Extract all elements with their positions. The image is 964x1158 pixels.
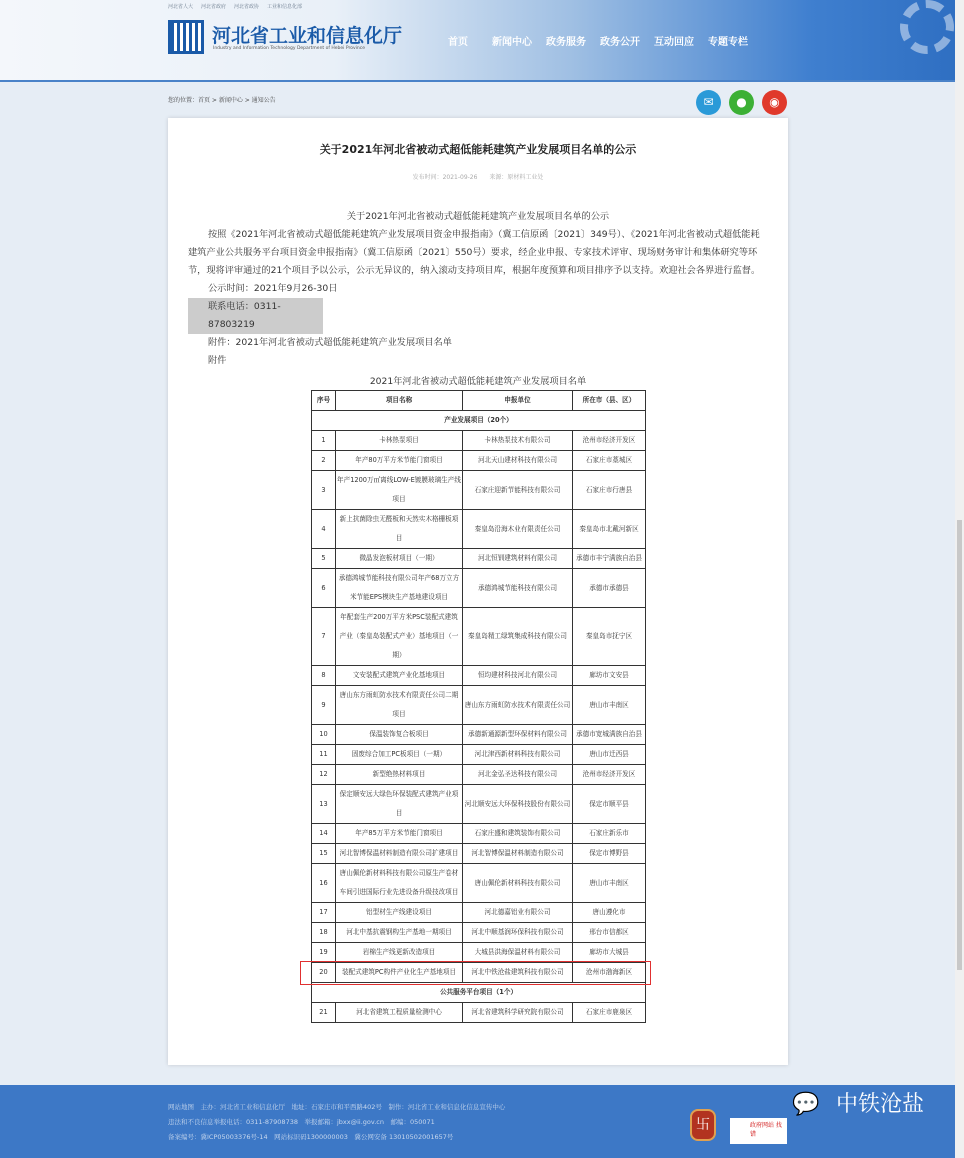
table-cell: 新上抗菌除虫无醛板和天然实木格栅板项目 xyxy=(336,510,463,549)
table-cell: 微晶发泡板材项目（一期） xyxy=(336,549,463,569)
table-cell: 秦皇岛精工绿筑集成科技有限公司 xyxy=(463,608,573,666)
project-table xyxy=(311,390,646,1023)
table-row xyxy=(312,785,646,824)
table-cell: 年产1200万㎡离线LOW-E镀膜玻璃生产线项目 xyxy=(336,471,463,510)
footer-line: 备案编号：冀ICP05003376号-14 网站标识码1300000003 冀公网安备 13010502001657号 xyxy=(168,1133,454,1141)
nav-home[interactable]: 首页 xyxy=(448,37,468,48)
table-cell: 保温装饰复合板项目 xyxy=(336,725,463,745)
table-cell: 15 xyxy=(312,844,336,864)
top-link[interactable]: 河北省政府 xyxy=(201,4,227,10)
table-cell: 秦皇岛市北戴河新区 xyxy=(573,510,646,549)
nav-services[interactable]: 政务服务 xyxy=(546,37,586,48)
table-cell: 保定顺安远大绿色环保装配式建筑产业项目 xyxy=(336,785,463,824)
table-row xyxy=(312,510,646,549)
attachment-line: 附件：2021年河北省被动式超低能耗建筑产业发展项目名单 xyxy=(208,337,452,348)
breadcrumb[interactable]: 您的位置：首页 > 新闻中心 > 通知公告 xyxy=(168,97,276,104)
nav-special[interactable]: 专题专栏 xyxy=(708,37,748,48)
logo-icon[interactable] xyxy=(168,20,204,54)
main-nav xyxy=(448,33,908,48)
table-cell: 沧州市渤海新区 xyxy=(573,963,646,983)
table-cell: 河北中顺基润环保科技有限公司 xyxy=(463,923,573,943)
col-header: 序号 xyxy=(312,391,336,411)
table-cell: 廊坊市大城县 xyxy=(573,943,646,963)
table-cell: 唐山佩伦新材料科技有限公司原生产卷材车间引进国际行业先进设备升级技改项目 xyxy=(336,864,463,903)
table-cell: 3 xyxy=(312,471,336,510)
scrollbar[interactable] xyxy=(955,0,964,1158)
site-name-en: Industry and Information Technology Department of Hebei Province xyxy=(213,46,365,51)
section-label: 产业发展项目（20个） xyxy=(312,411,646,431)
table-row xyxy=(312,451,646,471)
table-cell: 沧州市经济开发区 xyxy=(573,431,646,451)
table-cell: 沧州市经济开发区 xyxy=(573,765,646,785)
table-cell: 9 xyxy=(312,686,336,725)
table-cell: 石家庄迎新节能科技有限公司 xyxy=(463,471,573,510)
table-row xyxy=(312,1003,646,1023)
table-row xyxy=(312,864,646,903)
footer-line: 违法和不良信息举报电话：0311-87908738 举报邮箱：jbxx@ii.gov.cn 邮编：050071 xyxy=(168,1118,435,1126)
table-cell: 7 xyxy=(312,608,336,666)
nav-public[interactable]: 政务公开 xyxy=(600,37,640,48)
table-cell: 1 xyxy=(312,431,336,451)
table-row xyxy=(312,569,646,608)
table-cell: 5 xyxy=(312,549,336,569)
table-row xyxy=(312,765,646,785)
nav-news[interactable]: 新闻中心 xyxy=(492,37,532,48)
table-cell: 承德市丰宁满族自治县 xyxy=(573,549,646,569)
section-row xyxy=(312,983,646,1003)
table-cell: 17 xyxy=(312,903,336,923)
table-row xyxy=(312,431,646,451)
table-cell: 铝型材生产线建设项目 xyxy=(336,903,463,923)
article-body xyxy=(188,208,768,370)
table-cell: 邢台市信都区 xyxy=(573,923,646,943)
table-cell: 11 xyxy=(312,745,336,765)
table-cell: 12 xyxy=(312,765,336,785)
table-cell: 承德鸿城节能科技有限公司 xyxy=(463,569,573,608)
table-cell: 唐山市丰南区 xyxy=(573,864,646,903)
table-cell: 唐山市迁西县 xyxy=(573,745,646,765)
table-row xyxy=(312,666,646,686)
article-subtitle: 关于2021年河北省被动式超低能耗建筑产业发展项目名单的公示 xyxy=(346,211,610,222)
table-cell: 16 xyxy=(312,864,336,903)
table-row xyxy=(312,943,646,963)
top-link[interactable]: 河北省人大 xyxy=(168,4,194,10)
table-row xyxy=(312,725,646,745)
table-cell: 保定市博野县 xyxy=(573,844,646,864)
section-label: 公共服务平台项目（1个） xyxy=(312,983,646,1003)
table-row xyxy=(312,471,646,510)
table-cell: 年配套生产200万平方米PSC装配式建筑产业（秦皇岛装配式产业）基地项目（一期） xyxy=(336,608,463,666)
table-cell: 18 xyxy=(312,923,336,943)
table-cell: 21 xyxy=(312,1003,336,1023)
table-cell: 河北省建筑工程质量检测中心 xyxy=(336,1003,463,1023)
table-cell: 河北天山建材科技有限公司 xyxy=(463,451,573,471)
table-cell: 唐山佩伦新材料科技有限公司 xyxy=(463,864,573,903)
table-cell: 河北顺安远大环保科技股份有限公司 xyxy=(463,785,573,824)
table-cell: 装配式建筑PC构件产业化生产基地项目 xyxy=(336,963,463,983)
top-link[interactable]: 河北省政协 xyxy=(234,4,260,10)
table-cell: 河北智博保温材料制造有限公司扩建项目 xyxy=(336,844,463,864)
nav-interact[interactable]: 互动回应 xyxy=(654,37,694,48)
table-cell: 河北省建筑科学研究院有限公司 xyxy=(463,1003,573,1023)
table-row xyxy=(312,745,646,765)
article-card xyxy=(168,118,788,1065)
gov-site-error-badge[interactable]: 政府网站 找错 xyxy=(730,1118,787,1144)
table-cell: 19 xyxy=(312,943,336,963)
table-cell: 岩棉生产线更新改造项目 xyxy=(336,943,463,963)
table-cell: 唐山市丰南区 xyxy=(573,686,646,725)
table-cell: 秦皇岛沿海木业有限责任公司 xyxy=(463,510,573,549)
table-cell: 石家庄新乐市 xyxy=(573,824,646,844)
table-cell: 固废综合加工PC板项目（一期） xyxy=(336,745,463,765)
table-cell: 10 xyxy=(312,725,336,745)
table-cell: 承德市承德县 xyxy=(573,569,646,608)
table-cell: 石家庄市鹿泉区 xyxy=(573,1003,646,1023)
article-paragraph: 按照《2021年河北省被动式超低能耗建筑产业发展项目资金申报指南》（冀工信原函〔2021〕349号）、《2021年河北省被动式超低能耗建筑产业公共服务平台项目资金申报指南》（冀工信原函〔2021〕550号）要求，经企业申报、专家技术评审、现场财务审计和集体研究等环节，现将评审通过的21个项目予以公示，公示无异议的，纳入滚动支持项目库，根据年度预算和项目排序予以支持。欢迎社会各界进行监督。 xyxy=(188,229,761,276)
table-row xyxy=(312,824,646,844)
top-links xyxy=(168,3,468,10)
scrollbar-thumb[interactable] xyxy=(957,520,962,970)
table-cell: 文安装配式建筑产业化基地项目 xyxy=(336,666,463,686)
wechat-share-button[interactable]: ● xyxy=(729,90,754,115)
party-badge-icon[interactable]: 卐 xyxy=(690,1109,716,1141)
highlight-box xyxy=(300,961,651,985)
table-cell: 唐山遵化市 xyxy=(573,903,646,923)
table-cell: 河北津西新材料科技有限公司 xyxy=(463,745,573,765)
attachment-label: 附件 xyxy=(208,355,227,366)
col-header: 申报单位 xyxy=(463,391,573,411)
table-cell: 秦皇岛市抚宁区 xyxy=(573,608,646,666)
table-cell: 6 xyxy=(312,569,336,608)
table-cell: 河北金弘圣达科技有限公司 xyxy=(463,765,573,785)
footer-line: 网站地图 主办：河北省工业和信息化厅 地址：石家庄市和平西路402号 制作：河北省工业和信息化信息宣传中心 xyxy=(168,1103,506,1111)
article-title: 关于2021年河北省被动式超低能耗建筑产业发展项目名单的公示 xyxy=(319,143,637,156)
table-cell: 唐山东方雨虹防水技术有限责任公司 xyxy=(463,686,573,725)
table-row xyxy=(312,844,646,864)
table-cell: 年产80万平方米节能门窗项目 xyxy=(336,451,463,471)
table-cell: 13 xyxy=(312,785,336,824)
table-cell: 河北中基抗震钢构生产基地一期项目 xyxy=(336,923,463,943)
table-cell: 8 xyxy=(312,666,336,686)
table-cell: 石家庄盛和建筑装饰有限公司 xyxy=(463,824,573,844)
table-row xyxy=(312,923,646,943)
table-title: 2021年河北省被动式超低能耗建筑产业发展项目名单 xyxy=(369,376,587,387)
watermark: 中铁沧盐 xyxy=(836,1092,925,1117)
table-cell: 新型绝热材料项目 xyxy=(336,765,463,785)
table-cell: 2 xyxy=(312,451,336,471)
table-row xyxy=(312,903,646,923)
table-cell: 河北中铁沧盐建筑科技有限公司 xyxy=(463,963,573,983)
article-meta: 发布时间：2021-09-26 来源：原材料工业处 xyxy=(412,174,544,181)
table-cell: 唐山东方雨虹防水技术有限责任公司二期项目 xyxy=(336,686,463,725)
table-cell: 河北德嘉铝业有限公司 xyxy=(463,903,573,923)
table-cell: 卡林热泵项目 xyxy=(336,431,463,451)
contact-phone: 联系电话：0311-87803219 xyxy=(188,298,323,334)
email-share-button[interactable]: ✉ xyxy=(696,90,721,115)
table-cell: 承德市宽城满族自治县 xyxy=(573,725,646,745)
weibo-share-button[interactable]: ◉ xyxy=(762,90,787,115)
table-cell: 保定市顺平县 xyxy=(573,785,646,824)
site-header xyxy=(0,0,955,82)
table-cell: 河北智博保温材料制造有限公司 xyxy=(463,844,573,864)
table-cell: 恒均建材科技河北有限公司 xyxy=(463,666,573,686)
table-cell: 承德鸿城节能科技有限公司年产68万立方米节能EPS模块生产基地建设项目 xyxy=(336,569,463,608)
table-cell: 石家庄市行唐县 xyxy=(573,471,646,510)
top-link[interactable]: 工业和信息化部 xyxy=(267,4,303,10)
gear-icon xyxy=(900,0,954,54)
table-cell: 河北恒钏建筑材料有限公司 xyxy=(463,549,573,569)
col-header: 项目名称 xyxy=(336,391,463,411)
table-cell: 4 xyxy=(312,510,336,549)
section-row xyxy=(312,411,646,431)
table-cell: 14 xyxy=(312,824,336,844)
site-name[interactable]: 河北省工业和信息化厅 xyxy=(212,25,403,47)
wechat-icon: 💬 xyxy=(792,1092,820,1117)
table-cell: 年产85万平方米节能门窗项目 xyxy=(336,824,463,844)
table-cell: 石家庄市藁城区 xyxy=(573,451,646,471)
table-row xyxy=(312,686,646,725)
table-row xyxy=(312,549,646,569)
table-cell: 卡林热泵技术有限公司 xyxy=(463,431,573,451)
table-cell: 大城县洪海保温材料有限公司 xyxy=(463,943,573,963)
site-footer xyxy=(0,1085,955,1158)
table-cell: 承德新通源新型环保材料有限公司 xyxy=(463,725,573,745)
table-cell: 20 xyxy=(312,963,336,983)
col-header: 所在市（县、区） xyxy=(573,391,646,411)
publicity-period: 公示时间：2021年9月26-30日 xyxy=(208,283,338,294)
table-row xyxy=(312,608,646,666)
table-cell: 廊坊市文安县 xyxy=(573,666,646,686)
